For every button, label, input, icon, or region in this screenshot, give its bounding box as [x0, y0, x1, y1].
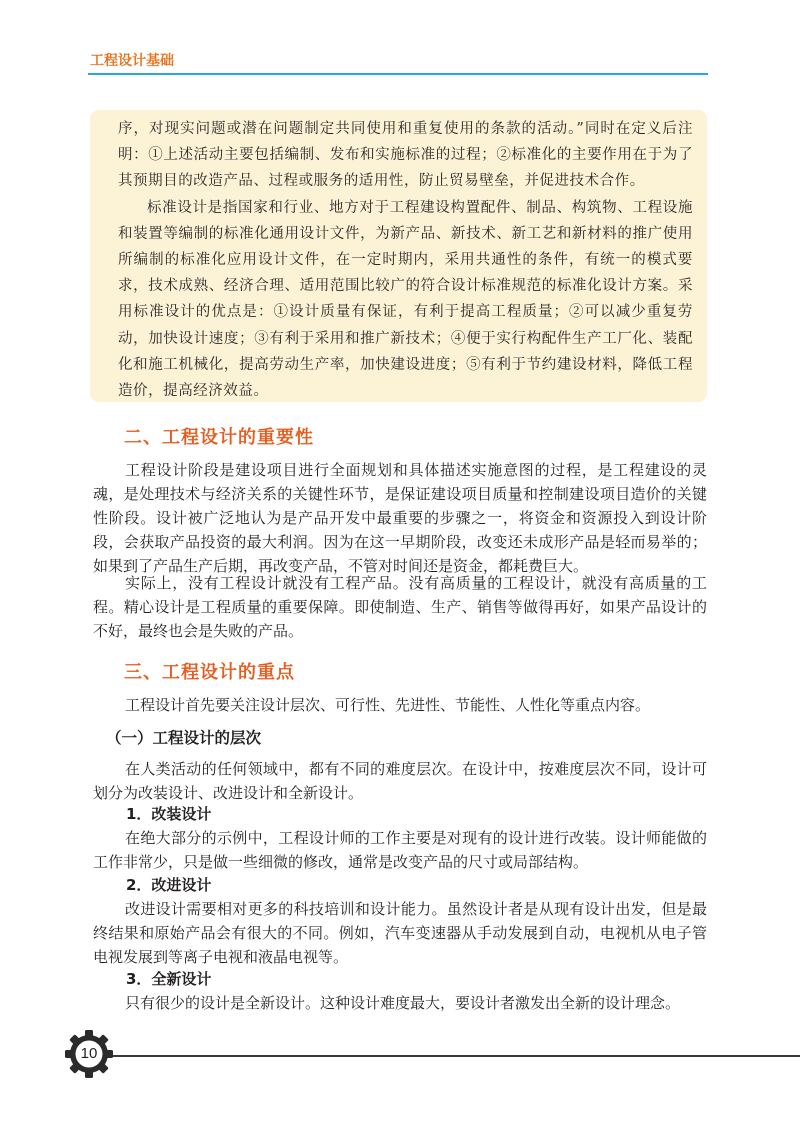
body-paragraph: 工程设计阶段是建设项目进行全面规划和具体描述实施意图的过程，是工程建设的灵魂，是处理技术与经济关系的关键性环节，是保证建设项目质量和控制建设项目造价的关键性阶段。设计被广泛地认为是产品开发中最重要的步骤之一，将资金和资源投入到设计阶段，会获取产品投资的最大利润。因为在这一早期阶段，改变还未成形产品是轻而易举的；如果到了产品生产后期，再改变产品，不管对时间还是资金，都耗费巨大。: [93, 461, 707, 575]
note-paragraph: 标准设计是指国家和行业、地方对于工程建设构置配件、制品、构筑物、工程设施和装置等编制的标准化通用设计文件，为新产品、新技术、新工艺和新材料的推广使用所编制的标准化应用设计文件，在一定时期内，采用共通性的条件，有统一的模式要求，技术成熟、经济合理、适用范围比较广的符合设计标准规范的标准化设计方案。采用标准设计的优点是：①设计质量有保证，有利于提高工程质量；②可以减少重复劳动，加快设计速度；③有利于采用和推广新技术；④便于实行构配件生产工厂化、装配化和施工机械化，提高劳动生产率，加快建设进度；⑤有利于节约建设材料，降低工程造价，提高经济效益。: [118, 199, 693, 400]
page-number: 10: [80, 1045, 98, 1062]
item-heading-adaptive-design: 1．改装设计: [126, 805, 212, 823]
item-heading-improved-design: 2．改进设计: [126, 876, 212, 894]
body-paragraph: 改进设计需要相对更多的科技培训和设计能力。虽然设计者是从现有设计出发，但是最终结果和原始产品会有很大的不同。例如，汽车变速器从手动发展到自动，电视机从电子管电视发展到等离子电视和液晶电视等。: [93, 900, 707, 966]
section-heading-key-points: 三、工程设计的重点: [124, 662, 295, 683]
body-paragraph: 实际上，没有工程设计就没有工程产品。没有高质量的工程设计，就没有高质量的工程。精心设计是工程质量的重要保障。即使制造、生产、销售等做得再好，如果产品设计的不好，最终也会是失败的产品。: [93, 574, 707, 640]
body-paragraph: 在绝大部分的示例中，工程设计师的工作主要是对现有的设计进行改装。设计师能做的工作非常少，只是做一些细微的修改，通常是改变产品的尺寸或局部结构。: [93, 829, 707, 871]
section-heading-importance: 二、工程设计的重要性: [124, 427, 314, 448]
body-paragraph: 只有很少的设计是全新设计。这种设计难度最大，要设计者激发出全新的设计理念。: [125, 994, 681, 1012]
note-box: [90, 110, 707, 402]
footer-rule: [108, 1055, 800, 1057]
note-paragraph: 序，对现实问题或潜在问题制定共同使用和重复使用的条款的活动。”同时在定义后注明：①上述活动主要包括编制、发布和实施标准的过程；②标准化的主要作用在于为了其预期目的改造产品、过程或服务的适用性，防止贸易壁垒，并促进技术合作。: [118, 121, 693, 190]
body-paragraph: 工程设计首先要关注设计层次、可行性、先进性、节能性、人性化等重点内容。: [125, 696, 651, 714]
subheading-design-levels: （一）工程设计的层次: [106, 729, 262, 747]
item-heading-new-design: 3．全新设计: [126, 970, 212, 988]
running-header-title: 工程设计基础: [90, 53, 174, 69]
body-paragraph: 在人类活动的任何领域中，都有不同的难度层次。在设计中，按难度层次不同，设计可划分为改装设计、改进设计和全新设计。: [93, 760, 707, 802]
header-rule: [88, 73, 708, 75]
